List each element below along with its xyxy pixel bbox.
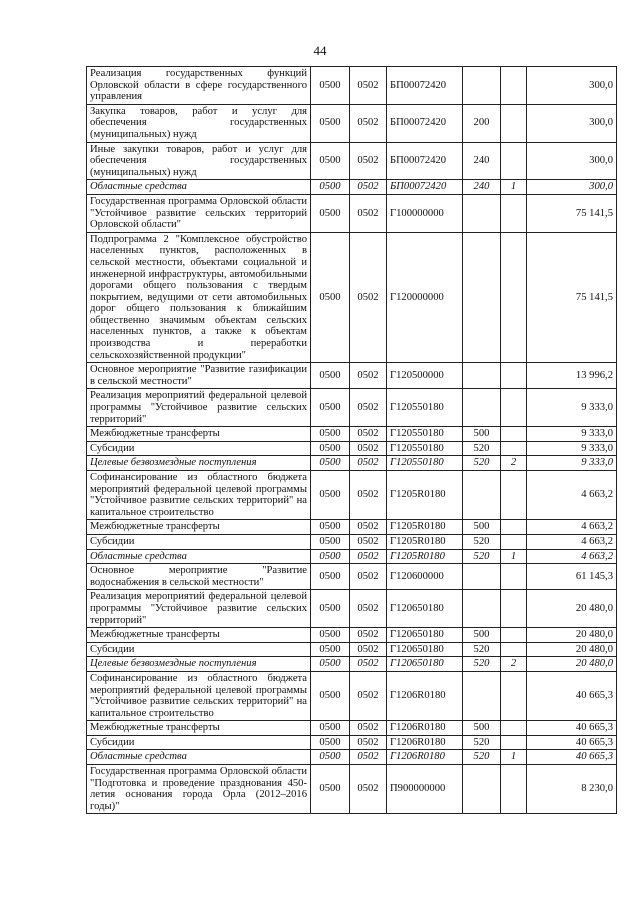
section-code-cell: 0500 <box>311 534 350 549</box>
table-row <box>87 642 617 657</box>
subsection-code-cell: 0502 <box>350 363 387 389</box>
target-article-cell: Г120650180 <box>387 628 463 643</box>
target-article-cell: Г120650180 <box>387 657 463 672</box>
subsection-code-cell: 0502 <box>350 765 387 814</box>
expense-type-cell <box>463 564 501 590</box>
expense-type-cell: 240 <box>463 142 501 180</box>
section-code-cell: 0500 <box>311 67 350 105</box>
section-code-cell: 0500 <box>311 657 350 672</box>
section-code-cell: 0500 <box>311 389 350 427</box>
expense-type-cell: 240 <box>463 180 501 195</box>
amount-cell: 61 145,3 <box>527 564 617 590</box>
target-article-cell: Г1206R0180 <box>387 750 463 765</box>
funding-source-cell: 1 <box>501 549 527 564</box>
subsection-code-cell: 0502 <box>350 456 387 471</box>
subsection-code-cell: 0502 <box>350 642 387 657</box>
amount-cell: 300,0 <box>527 67 617 105</box>
target-article-cell: Г1206R0180 <box>387 735 463 750</box>
target-article-cell: Г120650180 <box>387 590 463 628</box>
table-row <box>87 590 617 628</box>
row-name-cell: Подпрограмма 2 "Комплексное обустройство населенных пунктов, расположенных в сельской местности, объектами социальной и инженерной инфраструктуры, автомобильными дорогами общего пользования с твердым покрытием, ведущими от сети автомобильных дорог общего пользования к ближайшим общественно значимым объектам сельских населенных пунктов, а также к объектам производства и переработки сельскохозяйственной продукции" <box>87 232 311 363</box>
target-article-cell: Г120600000 <box>387 564 463 590</box>
section-code-cell: 0500 <box>311 642 350 657</box>
section-code-cell: 0500 <box>311 671 350 720</box>
expense-type-cell: 520 <box>463 441 501 456</box>
amount-cell: 4 663,2 <box>527 520 617 535</box>
section-code-cell: 0500 <box>311 765 350 814</box>
subsection-code-cell: 0502 <box>350 142 387 180</box>
amount-cell: 75 141,5 <box>527 232 617 363</box>
amount-cell: 9 333,0 <box>527 441 617 456</box>
expense-type-cell: 200 <box>463 104 501 142</box>
subsection-code-cell: 0502 <box>350 549 387 564</box>
row-name-cell: Межбюджетные трансферты <box>87 520 311 535</box>
amount-cell: 4 663,2 <box>527 471 617 520</box>
expense-type-cell: 520 <box>463 549 501 564</box>
amount-cell: 300,0 <box>527 142 617 180</box>
funding-source-cell <box>501 564 527 590</box>
funding-source-cell: 1 <box>501 750 527 765</box>
section-code-cell: 0500 <box>311 427 350 442</box>
subsection-code-cell: 0502 <box>350 564 387 590</box>
expense-type-cell: 500 <box>463 520 501 535</box>
row-name-cell: Межбюджетные трансферты <box>87 427 311 442</box>
funding-source-cell <box>501 721 527 736</box>
section-code-cell: 0500 <box>311 441 350 456</box>
subsection-code-cell: 0502 <box>350 671 387 720</box>
table-row <box>87 657 617 672</box>
section-code-cell: 0500 <box>311 721 350 736</box>
subsection-code-cell: 0502 <box>350 657 387 672</box>
funding-source-cell <box>501 427 527 442</box>
row-name-cell: Областные средства <box>87 750 311 765</box>
row-name-cell: Софинансирование из областного бюджета мероприятий федеральной целевой программы "Устойчивое развитие сельских территорий" на капитальное строительство <box>87 671 311 720</box>
amount-cell: 40 665,3 <box>527 735 617 750</box>
section-code-cell: 0500 <box>311 142 350 180</box>
subsection-code-cell: 0502 <box>350 104 387 142</box>
funding-source-cell <box>501 628 527 643</box>
funding-source-cell <box>501 389 527 427</box>
table-row <box>87 232 617 363</box>
target-article-cell: Г1206R0180 <box>387 671 463 720</box>
table-row <box>87 735 617 750</box>
subsection-code-cell: 0502 <box>350 180 387 195</box>
section-code-cell: 0500 <box>311 180 350 195</box>
section-code-cell: 0500 <box>311 363 350 389</box>
subsection-code-cell: 0502 <box>350 590 387 628</box>
target-article-cell: Г120550180 <box>387 441 463 456</box>
funding-source-cell <box>501 735 527 750</box>
row-name-cell: Закупка товаров, работ и услуг для обеспечения государственных (муниципальных) нужд <box>87 104 311 142</box>
funding-source-cell <box>501 142 527 180</box>
section-code-cell: 0500 <box>311 194 350 232</box>
section-code-cell: 0500 <box>311 104 350 142</box>
target-article-cell: Г120550180 <box>387 456 463 471</box>
table-row <box>87 671 617 720</box>
amount-cell: 40 665,3 <box>527 671 617 720</box>
table-row <box>87 721 617 736</box>
subsection-code-cell: 0502 <box>350 721 387 736</box>
section-code-cell: 0500 <box>311 590 350 628</box>
target-article-cell: П900000000 <box>387 765 463 814</box>
budget-table-body <box>87 67 617 814</box>
expense-type-cell <box>463 671 501 720</box>
row-name-cell: Межбюджетные трансферты <box>87 721 311 736</box>
expense-type-cell: 520 <box>463 750 501 765</box>
subsection-code-cell: 0502 <box>350 389 387 427</box>
row-name-cell: Софинансирование из областного бюджета мероприятий федеральной целевой программы "Устойчивое развитие сельских территорий" на капитальное строительство <box>87 471 311 520</box>
amount-cell: 20 480,0 <box>527 657 617 672</box>
target-article-cell: Г120000000 <box>387 232 463 363</box>
funding-source-cell <box>501 534 527 549</box>
expense-type-cell <box>463 194 501 232</box>
amount-cell: 20 480,0 <box>527 590 617 628</box>
row-name-cell: Основное мероприятие "Развитие водоснабжения в сельской местности" <box>87 564 311 590</box>
target-article-cell: Г120550180 <box>387 427 463 442</box>
table-row <box>87 456 617 471</box>
amount-cell: 4 663,2 <box>527 534 617 549</box>
expense-type-cell <box>463 363 501 389</box>
target-article-cell: Г120650180 <box>387 642 463 657</box>
table-row <box>87 471 617 520</box>
table-row <box>87 363 617 389</box>
section-code-cell: 0500 <box>311 549 350 564</box>
funding-source-cell <box>501 590 527 628</box>
table-row <box>87 520 617 535</box>
target-article-cell: Г100000000 <box>387 194 463 232</box>
subsection-code-cell: 0502 <box>350 735 387 750</box>
funding-source-cell <box>501 765 527 814</box>
row-name-cell: Субсидии <box>87 441 311 456</box>
table-row <box>87 765 617 814</box>
expense-type-cell <box>463 765 501 814</box>
row-name-cell: Субсидии <box>87 735 311 750</box>
funding-source-cell <box>501 67 527 105</box>
row-name-cell: Целевые безвозмездные поступления <box>87 456 311 471</box>
row-name-cell: Государственная программа Орловской области "Устойчивое развитие сельских территорий Орловской области" <box>87 194 311 232</box>
expense-type-cell: 520 <box>463 735 501 750</box>
table-row <box>87 628 617 643</box>
funding-source-cell <box>501 642 527 657</box>
row-name-cell: Областные средства <box>87 549 311 564</box>
expense-type-cell <box>463 232 501 363</box>
subsection-code-cell: 0502 <box>350 520 387 535</box>
expense-type-cell: 520 <box>463 534 501 549</box>
expense-type-cell <box>463 389 501 427</box>
table-row <box>87 389 617 427</box>
amount-cell: 40 665,3 <box>527 750 617 765</box>
target-article-cell: БП00072420 <box>387 104 463 142</box>
amount-cell: 300,0 <box>527 104 617 142</box>
row-name-cell: Реализация мероприятий федеральной целевой программы "Устойчивое развитие сельских территорий" <box>87 590 311 628</box>
row-name-cell: Областные средства <box>87 180 311 195</box>
table-row <box>87 441 617 456</box>
subsection-code-cell: 0502 <box>350 534 387 549</box>
amount-cell: 40 665,3 <box>527 721 617 736</box>
section-code-cell: 0500 <box>311 564 350 590</box>
amount-cell: 75 141,5 <box>527 194 617 232</box>
section-code-cell: 0500 <box>311 232 350 363</box>
table-row <box>87 104 617 142</box>
row-name-cell: Целевые безвозмездные поступления <box>87 657 311 672</box>
section-code-cell: 0500 <box>311 520 350 535</box>
section-code-cell: 0500 <box>311 471 350 520</box>
expense-type-cell <box>463 471 501 520</box>
table-row <box>87 194 617 232</box>
amount-cell: 9 333,0 <box>527 389 617 427</box>
target-article-cell: Г1206R0180 <box>387 721 463 736</box>
target-article-cell: Г1205R0180 <box>387 520 463 535</box>
table-row <box>87 750 617 765</box>
target-article-cell: Г1205R0180 <box>387 534 463 549</box>
subsection-code-cell: 0502 <box>350 441 387 456</box>
target-article-cell: Г1205R0180 <box>387 471 463 520</box>
page-number: 44 <box>313 43 327 58</box>
funding-source-cell <box>501 104 527 142</box>
row-name-cell: Иные закупки товаров, работ и услуг для обеспечения государственных (муниципальных) нужд <box>87 142 311 180</box>
expense-type-cell: 500 <box>463 628 501 643</box>
expense-type-cell: 520 <box>463 642 501 657</box>
funding-source-cell: 1 <box>501 180 527 195</box>
funding-source-cell <box>501 363 527 389</box>
funding-source-cell <box>501 232 527 363</box>
funding-source-cell <box>501 441 527 456</box>
subsection-code-cell: 0502 <box>350 628 387 643</box>
amount-cell: 9 333,0 <box>527 427 617 442</box>
row-name-cell: Государственная программа Орловской области "Подготовка и проведение празднования 450-летия основания города Орла (2012–2016 годы)" <box>87 765 311 814</box>
expense-type-cell: 500 <box>463 721 501 736</box>
subsection-code-cell: 0502 <box>350 427 387 442</box>
row-name-cell: Субсидии <box>87 534 311 549</box>
subsection-code-cell: 0502 <box>350 471 387 520</box>
amount-cell: 4 663,2 <box>527 549 617 564</box>
section-code-cell: 0500 <box>311 750 350 765</box>
expense-type-cell <box>463 590 501 628</box>
funding-source-cell <box>501 520 527 535</box>
subsection-code-cell: 0502 <box>350 67 387 105</box>
row-name-cell: Межбюджетные трансферты <box>87 628 311 643</box>
subsection-code-cell: 0502 <box>350 750 387 765</box>
row-name-cell: Реализация мероприятий федеральной целевой программы "Устойчивое развитие сельских территорий" <box>87 389 311 427</box>
subsection-code-cell: 0502 <box>350 194 387 232</box>
table-row <box>87 142 617 180</box>
table-row <box>87 180 617 195</box>
target-article-cell: БП00072420 <box>387 142 463 180</box>
section-code-cell: 0500 <box>311 735 350 750</box>
table-row <box>87 427 617 442</box>
row-name-cell: Субсидии <box>87 642 311 657</box>
target-article-cell: БП00072420 <box>387 180 463 195</box>
table-row <box>87 534 617 549</box>
table-row <box>87 564 617 590</box>
funding-source-cell: 2 <box>501 657 527 672</box>
subsection-code-cell: 0502 <box>350 232 387 363</box>
expense-type-cell: 520 <box>463 657 501 672</box>
amount-cell: 20 480,0 <box>527 628 617 643</box>
expense-type-cell <box>463 67 501 105</box>
amount-cell: 20 480,0 <box>527 642 617 657</box>
funding-source-cell <box>501 194 527 232</box>
section-code-cell: 0500 <box>311 628 350 643</box>
funding-source-cell <box>501 671 527 720</box>
expense-type-cell: 500 <box>463 427 501 442</box>
amount-cell: 8 230,0 <box>527 765 617 814</box>
section-code-cell: 0500 <box>311 456 350 471</box>
table-row <box>87 67 617 105</box>
amount-cell: 9 333,0 <box>527 456 617 471</box>
row-name-cell: Основное мероприятие "Развитие газификации в сельской местности" <box>87 363 311 389</box>
table-row <box>87 549 617 564</box>
target-article-cell: Г120500000 <box>387 363 463 389</box>
target-article-cell: БП00072420 <box>387 67 463 105</box>
amount-cell: 13 996,2 <box>527 363 617 389</box>
funding-source-cell <box>501 471 527 520</box>
target-article-cell: Г1205R0180 <box>387 549 463 564</box>
amount-cell: 300,0 <box>527 180 617 195</box>
funding-source-cell: 2 <box>501 456 527 471</box>
target-article-cell: Г120550180 <box>387 389 463 427</box>
row-name-cell: Реализация государственных функций Орловской области в сфере государственного управления <box>87 67 311 105</box>
expense-type-cell: 520 <box>463 456 501 471</box>
budget-table <box>86 66 617 814</box>
